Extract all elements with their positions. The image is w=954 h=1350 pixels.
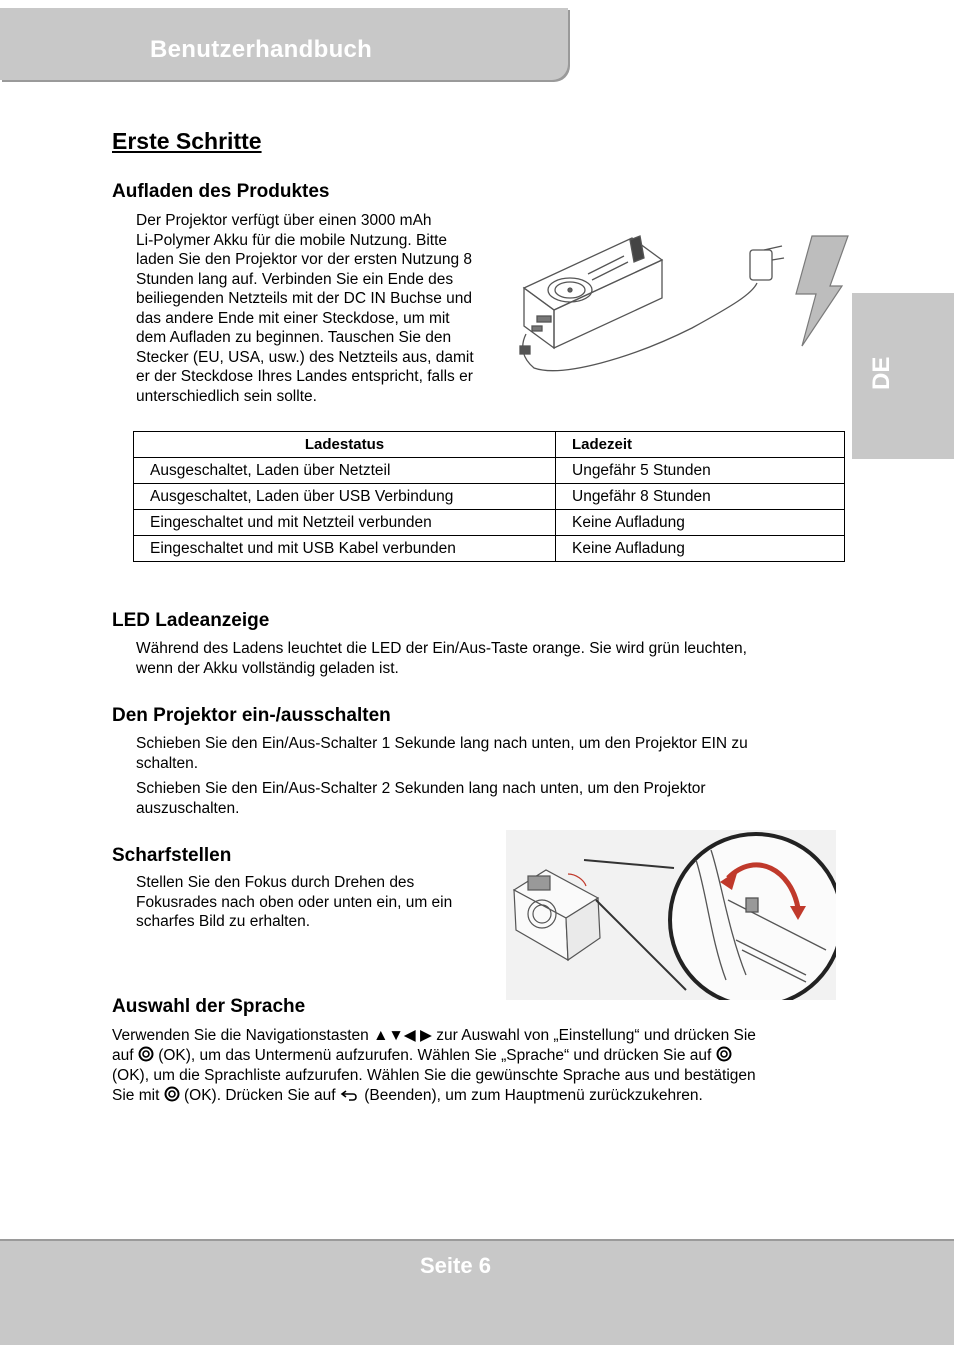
table-cell: Keine Aufladung — [556, 510, 845, 536]
ok-button-icon — [716, 1046, 732, 1062]
language-heading: Auswahl der Sprache — [112, 996, 306, 1017]
focus-heading: Scharfstellen — [112, 845, 232, 866]
table-row — [134, 484, 845, 510]
charging-table — [133, 431, 845, 562]
table-cell: Ungefähr 5 Stunden — [556, 458, 845, 484]
charging-text: Der Projektor verfügt über einen 3000 mAh Li-Polymer Akku für die mobile Nutzung. Bitte laden Sie den Projektor vor der ersten Nutzung 8 Stunden lang auf. Verbinden Sie ein Ende des beiliegenden Netzteils mit der DC IN Buchse und das andere Ende mit einer Steckdose, um mit dem Aufladen zu beginnen. Tauschen Sie den Stecker (EU, USA, usw.) des Netzteils aus, damit er der Steckdose Ihres Landes entspricht, falls er unterschiedlich sein sollte. — [136, 212, 474, 405]
power-text-off: Schieben Sie den Ein/Aus-Schalter 2 Sekunden lang nach unten, um den Projektor auszuschalten. — [136, 780, 706, 817]
charging-heading: Aufladen des Produktes — [112, 181, 330, 202]
back-arrow-icon — [340, 1088, 360, 1102]
table-header-time: Ladezeit — [556, 432, 845, 458]
table-cell: Ausgeschaltet, Laden über USB Verbindung — [134, 484, 556, 510]
power-heading: Den Projektor ein-/ausschalten — [112, 705, 391, 726]
power-text-on: Schieben Sie den Ein/Aus-Schalter 1 Sekunde lang nach unten, um den Projektor EIN zu schalten. — [136, 735, 748, 772]
led-heading: LED Ladeanzeige — [112, 610, 270, 631]
table-cell: Eingeschaltet und mit Netzteil verbunden — [134, 510, 556, 536]
navigation-arrows-icon: ▲▼◀ ▶ — [373, 1027, 432, 1044]
ok-button-icon — [138, 1046, 154, 1062]
page-title: Erste Schritte — [112, 128, 262, 154]
table-cell: Eingeschaltet und mit USB Kabel verbunden — [134, 536, 556, 562]
table-cell: Ungefähr 8 Stunden — [556, 484, 845, 510]
table-cell: Keine Aufladung — [556, 536, 845, 562]
focus-wheel-illustration — [506, 830, 836, 1000]
manual-title: Benutzerhandbuch — [150, 36, 373, 63]
table-cell: Ausgeschaltet, Laden über Netzteil — [134, 458, 556, 484]
table-row — [134, 510, 845, 536]
focus-text: Stellen Sie den Fokus durch Drehen des Fokusrades nach oben oder unten ein, um ein scharfes Bild zu erhalten. — [136, 874, 453, 930]
language-tab-label: DE — [868, 356, 895, 390]
ok-button-icon — [164, 1086, 180, 1102]
table-header-row — [134, 432, 845, 458]
charging-illustration — [512, 228, 852, 388]
led-text: Während des Ladens leuchtet die LED der Ein/Aus-Taste orange. Sie wird grün leuchten, wenn der Akku vollständig geladen ist. — [136, 640, 747, 677]
table-header-status: Ladestatus — [134, 432, 556, 458]
page-number: Seite 6 — [420, 1253, 491, 1278]
table-row — [134, 536, 845, 562]
language-text: Verwenden Sie die Navigationstasten ▲▼◀ ▶ zur Auswahl von „Einstellung“ und drücken Sie auf (OK), um das Untermenü aufzurufen. Wählen Sie „Sprache“ und drücken Sie auf (OK), um die Sprachliste aufzurufen. Wählen Sie die gewünschte Sprache aus und bestätigen Sie mit (OK). Drücken Sie auf (Beenden), um zum Hauptmenü zurückzukehren. — [112, 1027, 756, 1104]
table-row — [134, 458, 845, 484]
